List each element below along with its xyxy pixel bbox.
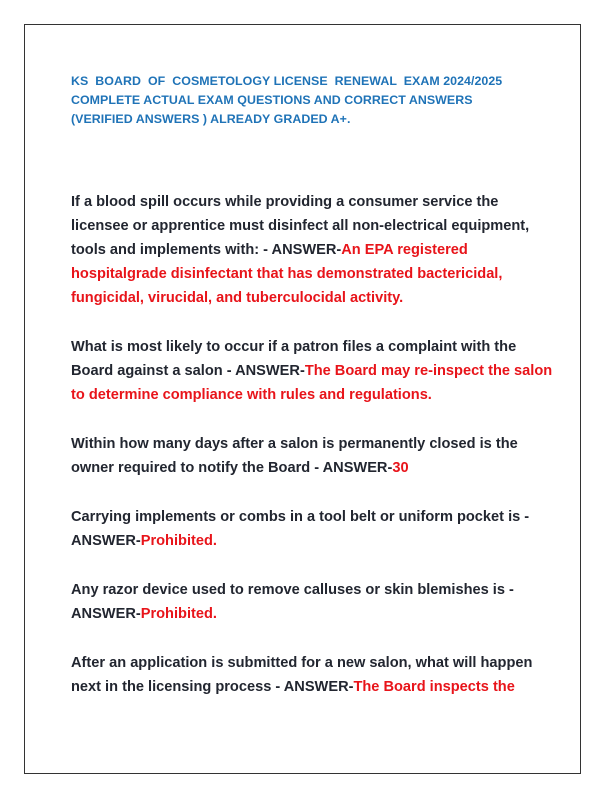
- question-line: [71, 529, 541, 553]
- answer-text: Prohibited.: [140, 606, 217, 622]
- question-text: ANSWER-: [71, 533, 141, 549]
- document-title: [71, 72, 541, 129]
- title-line-3: (VERIFIED ANSWERS ) ALREADY GRADED A+.: [71, 112, 351, 126]
- answer-text: The Board may re-inspect the salon: [304, 363, 553, 379]
- qa-item-tool-belt: [71, 505, 541, 553]
- answer-text: Prohibited.: [140, 533, 217, 549]
- answer-text: The Board inspects the: [353, 679, 515, 695]
- qa-item-complaint: [71, 335, 553, 407]
- qa-list: [71, 190, 553, 724]
- question-text: What is most likely to occur if a patron files a complaint with the: [71, 339, 517, 355]
- question-line: [71, 675, 541, 699]
- question-text: tools and implements with: - ANSWER-: [71, 242, 342, 258]
- question-line: [71, 456, 541, 480]
- question-text: Within how many days after a salon is permanently closed is the: [71, 436, 518, 452]
- answer-text: to determine compliance with rules and regulations.: [71, 387, 432, 403]
- question-line: [71, 359, 553, 383]
- answer-text: fungicidal, virucidal, and tuberculocidal activity.: [71, 290, 404, 306]
- qa-item-razor-device: [71, 578, 541, 626]
- question-text: After an application is submitted for a new salon, what will happen: [71, 655, 533, 671]
- title-line-1: KS BOARD OF COSMETOLOGY LICENSE RENEWAL EXAM 2024/2025: [71, 74, 503, 88]
- question-text: licensee or apprentice must disinfect all non-electrical equipment,: [71, 218, 530, 234]
- question-line: [71, 602, 541, 626]
- question-text: Board against a salon - ANSWER-: [71, 363, 305, 379]
- question-text: owner required to notify the Board - ANSWER-: [71, 460, 393, 476]
- title-line-2: COMPLETE ACTUAL EXAM QUESTIONS AND CORRECT ANSWERS: [71, 93, 473, 107]
- question-line: [71, 238, 541, 262]
- question-text: If a blood spill occurs while providing a consumer service the: [71, 194, 499, 210]
- question-text: ANSWER-: [71, 606, 141, 622]
- answer-text: 30: [392, 460, 409, 476]
- qa-item-blood-spill: [71, 190, 541, 310]
- answer-text: hospitalgrade disinfectant that has demonstrated bactericidal,: [71, 266, 503, 282]
- question-text: Any razor device used to remove calluses or skin blemishes is -: [71, 582, 514, 598]
- question-text: Carrying implements or combs in a tool belt or uniform pocket is -: [71, 509, 530, 525]
- question-text: next in the licensing process - ANSWER-: [71, 679, 354, 695]
- qa-item-new-salon: [71, 651, 541, 699]
- answer-text: An EPA registered: [341, 242, 468, 258]
- qa-item-salon-closed: [71, 432, 541, 480]
